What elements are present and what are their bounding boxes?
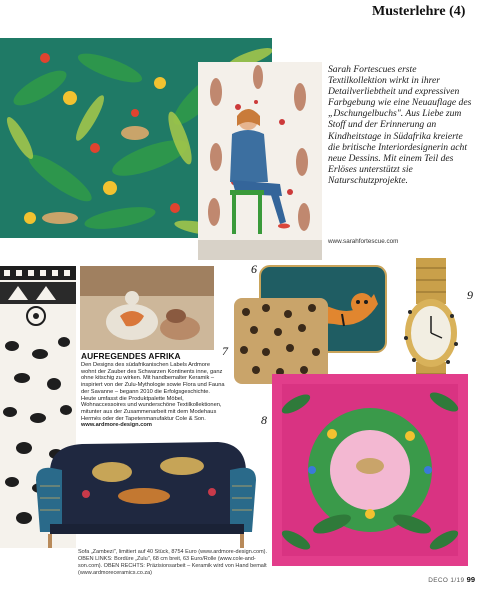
africa-heading: AUFREGENDES AFRIKA	[81, 351, 181, 361]
item-number-6: 6	[251, 262, 257, 276]
designer-portrait-photo	[198, 62, 322, 260]
header-number: (4)	[449, 4, 466, 19]
page-header	[372, 4, 468, 22]
header-title: Musterlehre	[372, 4, 446, 19]
zambezi-sofa	[32, 436, 260, 552]
footer-magazine: DECO 1/19	[428, 577, 465, 584]
ceramics-photo	[80, 266, 214, 350]
africa-paragraph	[81, 362, 226, 444]
africa-link[interactable]: www.ardmore-design.com	[81, 422, 152, 429]
item-number-7: 7	[222, 344, 228, 358]
intro-paragraph: Sarah Fortescues erste Textilkollektion wirkt in ihrer Detailverliebtheit und expressiven Farbgebung wie eine Neuauflage des „Dschungelbuchs". Aus Liebe zum Stoff und der Erinnerung an Kindheitstage in Südafrika kreierte die britische Interiordesignerin acht neue Dessins. Mit einem Teil des Erlöses unterstützt sie Naturschutzprojekte.	[328, 64, 472, 186]
jungle-silk-scarf	[272, 374, 468, 566]
item-number-8: 8	[261, 413, 267, 427]
leopard-cushion	[232, 296, 330, 386]
intro-url[interactable]: www.sarahfortescue.com	[328, 238, 399, 245]
africa-body-text: Den Designs des südafrikanischen Labels Ardmore wohnt der Zauber des Schwarzen Kontinents inne, ganz ohne kitschig zu wirken. Mit handbemalter Keramik – inspiriert von der Zulu-Mythologie sowie Flora und Fauna der Savanne – begann 2010 die Erfolgsgeschichte. Heute umfasst die Produktpalette Möbel, Wohnaccessoires und wunderschöne Textilkollektionen, mitunter aus der Zusammenarbeit mit dem Modehaus Hermès oder der Tapetenmanufaktur Cole & Son.	[81, 362, 225, 422]
page-footer	[400, 575, 475, 585]
footer-page-number: 99	[466, 575, 475, 584]
item-number-9: 9	[467, 288, 473, 302]
sofa-caption: Sofa „Zambezi", limitiert auf 40 Stück, 8754 Euro (www.ardmore-design.com). OBEN LINKS: Bordüre „Zulu", 68 cm breit, 63 Euro/Rolle (www.cole-and-son.com). OBEN RECHTS: Präzisionsarbeit – Keramik wird von Hand bemalt (www.ardmoreceramics.co.za)	[78, 549, 268, 576]
